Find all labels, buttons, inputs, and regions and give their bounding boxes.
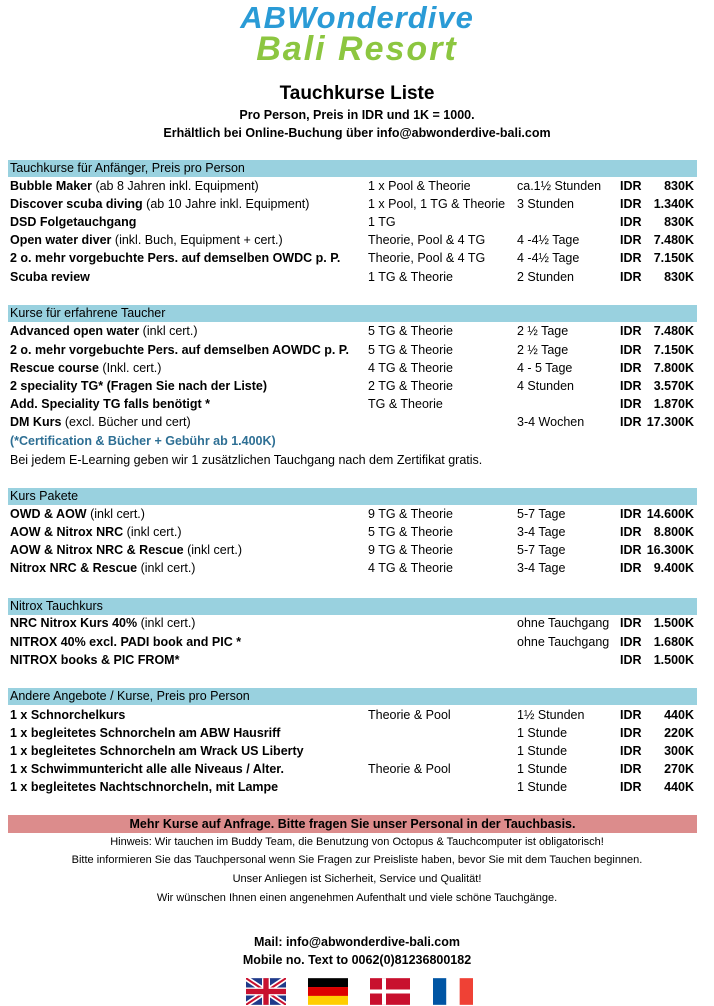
more-courses-banner: Mehr Kurse auf Anfrage. Bitte fragen Sie unser Personal in der Tauchbasis. [8,815,697,833]
table-row: NRC Nitrox Kurs 40% (inkl cert.) ohne Tauchgang IDR 1.500K [10,616,694,630]
page-title: Tauchkurse Liste [279,83,435,104]
table-row: OWD & AOW (inkl cert.) 9 TG & Theorie 5-7 Tage IDR 14.600K [10,507,694,521]
germany-flag-icon[interactable] [308,978,348,1005]
logo-line-2: Bali Resort [256,30,458,68]
table-row: Scuba review 1 TG & Theorie 2 Stunden IDR 830K [10,270,694,284]
section-header-beginners: Tauchkurse für Anfänger, Preis pro Person [8,160,697,177]
table-row: AOW & Nitrox NRC & Rescue (inkl cert.) 9 TG & Theorie 5-7 Tage IDR 16.300K [10,543,694,557]
table-row: 1 x begleitetes Schnorcheln am ABW Hausriff 1 Stunde IDR 220K [10,726,694,740]
table-row: 2 speciality TG* (Fragen Sie nach der Liste) 2 TG & Theorie 4 Stunden IDR 3.570K [10,379,694,393]
table-row: Discover scuba diving (ab 10 Jahre inkl. Equipment) 1 x Pool, 1 TG & Theorie 3 Stunden IDR 1.340K [10,197,694,211]
table-row: Rescue course (Inkl. cert.) 4 TG & Theorie 4 - 5 Tage IDR 7.800K [10,361,694,375]
footer-note-questions: Bitte informieren Sie das Tauchpersonal wenn Sie Fragen zur Preisliste haben, bevor Sie mit dem Tauchen beginnen. [71,854,643,866]
footer-note-safety: Unser Anliegen ist Sicherheit, Service und Qualität! [232,873,482,885]
table-row: Nitrox NRC & Rescue (inkl cert.) 4 TG & Theorie 3-4 Tage IDR 9.400K [10,561,694,575]
table-row: NITROX books & PIC FROM* IDR 1.500K [10,653,694,667]
table-row: 1 x Schwimmuntericht alle alle Niveaus / Alter. Theorie & Pool 1 Stunde IDR 270K [10,762,694,776]
table-row: Open water diver (inkl. Buch, Equipment + cert.) Theorie, Pool & 4 TG 4 -4½ Tage IDR 7.480K [10,233,694,247]
table-row: DSD Folgetauchgang 1 TG IDR 830K [10,215,694,229]
section-header-other-offers: Andere Angebote / Kurse, Preis pro Person [8,688,697,705]
table-row: Add. Speciality TG falls benötigt * TG & Theorie IDR 1.870K [10,397,694,411]
table-row: AOW & Nitrox NRC (inkl cert.) 5 TG & Theorie 3-4 Tage IDR 8.800K [10,525,694,539]
subtitle-pricing: Pro Person, Preis in IDR und 1K = 1000. [239,108,475,122]
table-row: 2 o. mehr vorgebuchte Pers. auf demselben OWDC p. P. Theorie, Pool & 4 TG 4 -4½ Tage IDR 7.150K [10,251,694,265]
table-row: Advanced open water (inkl cert.) 5 TG & Theorie 2 ½ Tage IDR 7.480K [10,324,694,338]
elearning-note: Bei jedem E-Learning geben wir 1 zusätzlichen Tauchgang nach dem Zertifikat gratis. [10,453,483,467]
contact-mobile: Mobile no. Text to 0062(0)81236800182 [242,953,472,967]
table-row: 1 x begleitetes Schnorcheln am Wrack US Liberty 1 Stunde IDR 300K [10,744,694,758]
section-header-packages: Kurs Pakete [8,488,697,505]
table-row: 2 o. mehr vorgebuchte Pers. auf demselben AOWDC p. P. 5 TG & Theorie 2 ½ Tage IDR 7.150K [10,343,694,357]
table-row: NITROX 40% excl. PADI book and PIC * ohne Tauchgang IDR 1.680K [10,635,694,649]
table-row: Bubble Maker (ab 8 Jahren inkl. Equipment) 1 x Pool & Theorie ca.1½ Stunden IDR 830K [10,179,694,193]
logo-line-1: ABWonderdive [240,0,474,35]
section-header-experienced: Kurse für erfahrene Taucher [8,305,697,322]
france-flag-icon[interactable] [433,978,473,1005]
contact-mail: Mail: info@abwonderdive-bali.com [254,935,460,949]
denmark-flag-icon[interactable] [370,978,410,1005]
section-header-nitrox: Nitrox Tauchkurs [8,598,697,615]
subtitle-booking: Erhältlich bei Online-Buchung über info@abwonderdive-bali.com [163,126,551,140]
footer-note-buddy: Hinweis: Wir tauchen im Buddy Team, die Benutzung von Octopus & Tauchcomputer ist obligatorisch! [110,836,604,848]
table-row: 1 x begleitetes Nachtschnorcheln, mit Lampe 1 Stunde IDR 440K [10,780,694,794]
uk-flag-icon[interactable] [246,978,286,1005]
certification-note: (*Certification & Bücher + Gebühr ab 1.400K) [10,434,276,448]
table-row: 1 x Schnorchelkurs Theorie & Pool 1½ Stunden IDR 440K [10,708,694,722]
footer-note-wishes: Wir wünschen Ihnen einen angenehmen Aufenthalt und viele schöne Tauchgänge. [156,892,558,904]
table-row: DM Kurs (excl. Bücher und cert) 3-4 Wochen IDR 17.300K [10,415,694,429]
